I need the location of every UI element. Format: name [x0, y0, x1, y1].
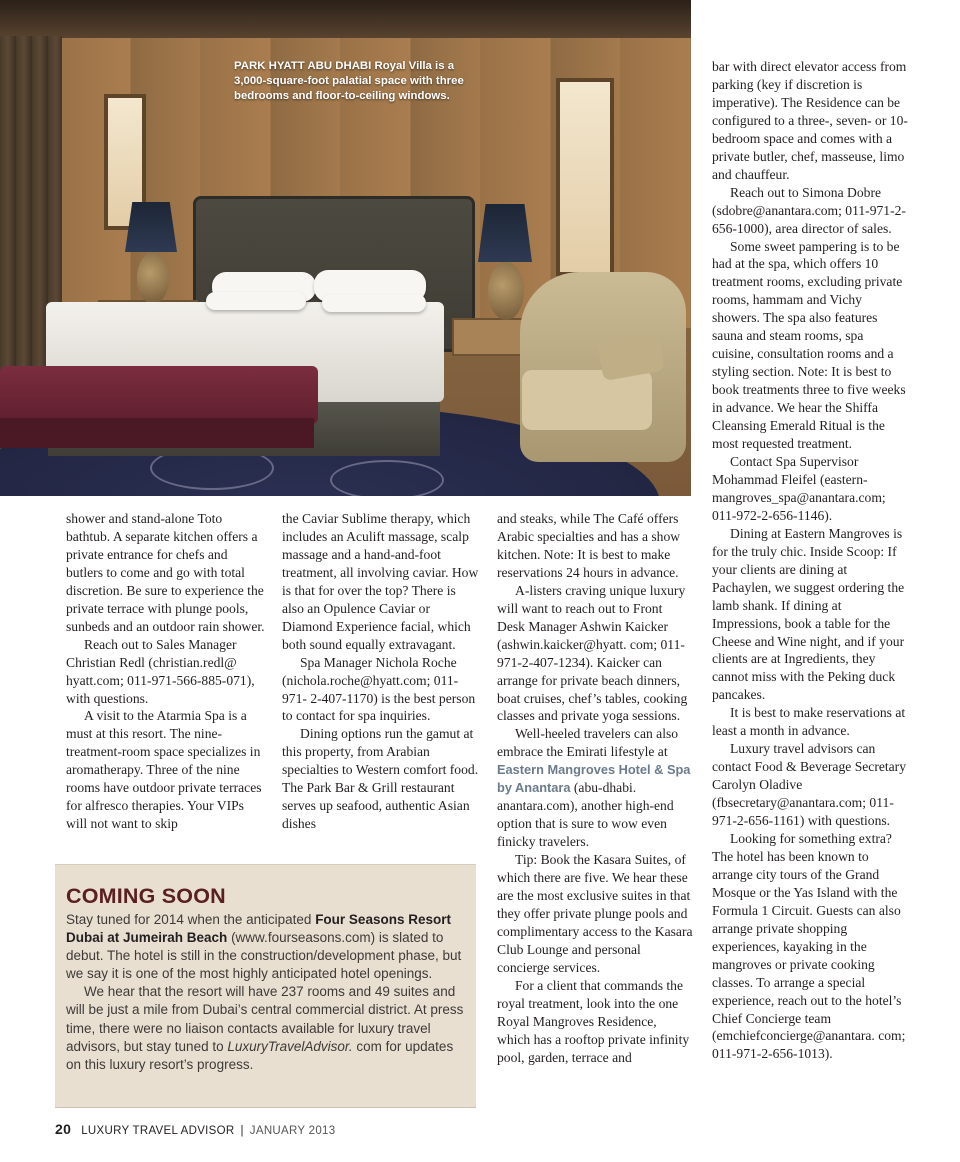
sidebar-title: COMING SOON [66, 884, 226, 908]
sidebar-text: Stay tuned for 2014 when the anticipated [66, 912, 316, 927]
article-column-1 [66, 510, 266, 833]
photo-ceiling [0, 0, 691, 40]
sidebar-hotel-name: Four Seasons Resort Dubai at Jumeirah Beach [66, 912, 451, 946]
paragraph: Some sweet pampering is to be had at the spa, which offers 10 treatment rooms, excluding private rooms, hammam and Vichy showers. The spa also features sauna and steam rooms, spa cuisine, consultation rooms and a styling section. Note: It is best to book treatments three to five weeks in advance. We hear the Shiffa Cleansing Emerald Ritual is the most requested treatment. [712, 238, 906, 452]
paragraph: the Caviar Sublime therapy, which includes an Aculift massage, scalp massage and a hand-and-foot treatment, all involving caviar. How is that for over the top? There is also an Opulence Caviar or Diamond Experience facial, which both sound equally extravagant. [282, 511, 479, 652]
paragraph: Reach out to Sales Manager Christian Redl (christian.redl@ hyatt.com; 011-971-566-885-071), with questions. [66, 636, 255, 706]
sidebar-paragraph [66, 983, 468, 1073]
footer-separator: | [240, 1125, 244, 1137]
paragraph-text: (abu-dhabi. anantara.com), another high-end option that is sure to wow even finicky travelers. [497, 780, 674, 850]
paragraph: shower and stand-alone Toto bathtub. A separate kitchen offers a private entrance for chefs and butlers to come and go with total discretion. Be sure to experience the private terrace with plunge pools, sunbeds and an outdoor rain shower. [66, 511, 265, 634]
photo-pillow [322, 294, 426, 312]
paragraph: Dining at Eastern Mangroves is for the truly chic. Inside Scoop: If your clients are dining at Pachaylen, we suggest ordering the lamb shank. If dining at Impressions, book a table for the Cheese and Wine night, and if your clients are at Ingredients, they cannot miss with the Peking duck pancakes. [712, 525, 905, 703]
sidebar-text: We hear that the resort will have 237 rooms and 49 suites and will be just a mile from Dubai’s central commercial district. At press time, there were no liaison contacts available for luxury travel advisors, but stay tuned to [66, 984, 464, 1054]
caption-text: Royal Villa is a 3,000-square-foot palatial space with three bedrooms and floor-to-ceiling windows. [234, 60, 464, 102]
photo-pillow [206, 292, 306, 310]
photo-lamp-base-right [488, 262, 524, 320]
page-number: 20 [55, 1121, 72, 1137]
hero-photo [0, 0, 691, 496]
paragraph: A-listers craving unique luxury will want to reach out to Front Desk Manager Ashwin Kaicker (ashwin.kaicker@hyatt. com; 011-971-2-407-1234). Kaicker can arrange for private beach dinners, boat cruises, chef’s tables, cooking classes and private yoga sessions. [497, 582, 688, 724]
paragraph: Tip: Book the Kasara Suites, of which there are five. We hear these are the most exclusive suites in that they offer private plunge pools and complimentary access to the Kasara Club Lounge and personal concierge services. [497, 852, 693, 975]
photo-lamp-base-left [137, 252, 169, 304]
sidebar-website: LuxuryTravelAdvisor. [227, 1038, 353, 1054]
sidebar-text: com for updates on this luxury resort’s progress. [66, 1038, 454, 1072]
paragraph [497, 725, 693, 851]
paragraph-text: Well-heeled travelers can also embrace the Emirati lifestyle at [497, 726, 679, 760]
paragraph: Reach out to Simona Dobre (sdobre@anantara.com; 011-971-2-656-1000), area director of sales. [712, 184, 906, 236]
paragraph: and steaks, while The Café offers Arabic specialties and has a show kitchen. Note: It is best to make reservations 24 hours in advance. [497, 511, 681, 580]
paragraph: A visit to the Atarmia Spa is a must at this resort. The nine-treatment-room space specializes in aromatherapy. Three of the nine rooms have outdoor private terraces for alfresco therapies. Your VIPs will not want to skip [66, 708, 262, 832]
photo-armchair-seat [522, 370, 652, 430]
sidebar-text: (www.fourseasons.com) is slated to debut. The hotel is still in the construction/development phase, but we say it is one of the most highly anticipated hotel openings. [66, 930, 462, 982]
paragraph: Luxury travel advisors can contact Food & Beverage Secretary Carolyn Oladive (fbsecretary@anantara.com; 011-971-2-656-1161) with questions. [712, 741, 907, 829]
article-column-2 [282, 510, 480, 833]
sidebar-body [66, 911, 468, 1074]
footer-rule [55, 1107, 476, 1108]
paragraph: For a client that commands the royal treatment, look into the one Royal Mangroves Residence, which has a rooftop private infinity pool, garden, terrace and [497, 977, 690, 1065]
photo-window-right [556, 78, 614, 276]
paragraph: Spa Manager Nichola Roche (nichola.roche@hyatt.com; 011-971- 2-407-1170) is the best person to contact for spa inquiries. [282, 654, 476, 724]
photo-rug-motif [330, 460, 444, 496]
photo-bench-front [0, 418, 314, 448]
caption-hotel-name: PARK HYATT ABU DHABI [234, 60, 372, 72]
photo-lamp-shade-right [478, 204, 532, 262]
sidebar-paragraph [66, 911, 468, 983]
coming-soon-sidebar [55, 864, 476, 1108]
article-column-4 [712, 58, 908, 1063]
paragraph: bar with direct elevator access from parking (key if discretion is imperative). The Residence can be configured to a three-, seven- or 10-bedroom space and comes with a private butler, chef, masseuse, limo and chauffeur. [712, 59, 908, 182]
page-footer [55, 1121, 335, 1137]
photo-caption [234, 59, 464, 104]
photo-bench [0, 366, 318, 424]
paragraph: It is best to make reservations at least a month in advance. [712, 705, 906, 739]
publication-name: LUXURY TRAVEL ADVISOR [81, 1125, 235, 1137]
paragraph: Dining options run the gamut at this property, from Arabian specialties to Western comfort food. The Park Bar & Grill restaurant serves up seafood, authentic Asian dishes [282, 726, 479, 832]
paragraph: Looking for something extra? The hotel has been known to arrange city tours of the Grand Mosque or the Yas Island with the Formula 1 Circuit. Guests can also arrange private shopping experiences, kayaking in the mangroves or private cooking classes. To arrange a special experience, reach out to the hotel’s Chief Concierge team (emchiefconcierge@anantara. com; 011-971-2-656-1013). [712, 830, 906, 1062]
paragraph: Contact Spa Supervisor Mohammad Fleifel (eastern-mangroves_spa@anantara.com; 011-972-2-656-1146). [712, 453, 886, 523]
photo-lamp-shade-left [125, 202, 177, 252]
article-column-3 [497, 510, 693, 1067]
hotel-name-highlight: Eastern Mangroves Hotel & Spa by Anantara [497, 762, 691, 796]
issue-date: JANUARY 2013 [249, 1125, 336, 1137]
